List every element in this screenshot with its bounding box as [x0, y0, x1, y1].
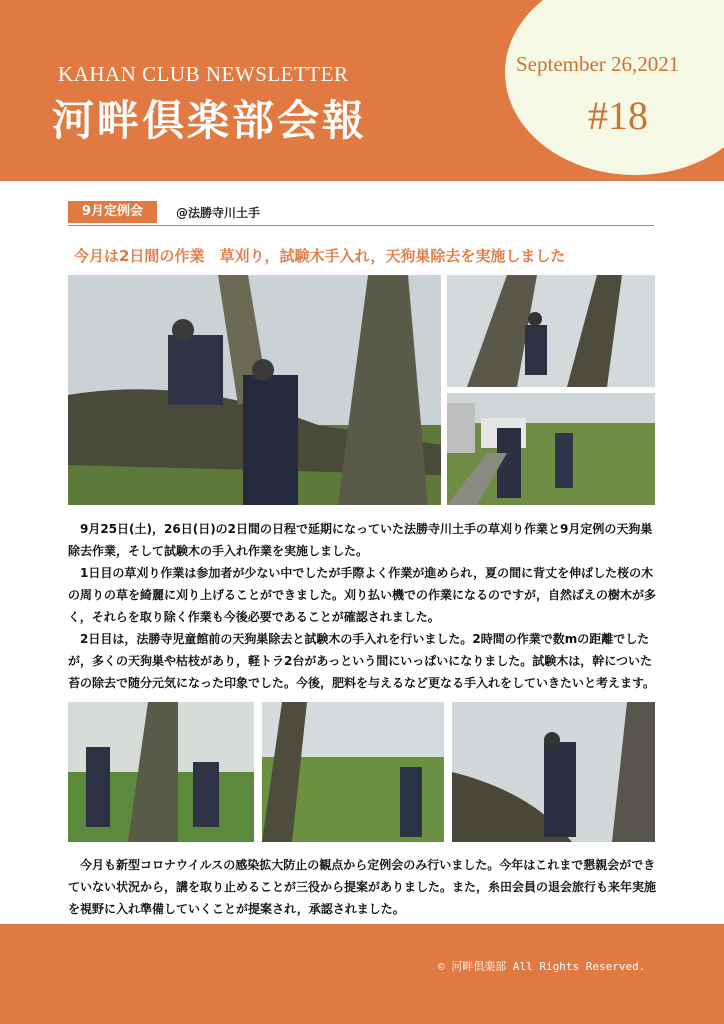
photo-tree-climbing	[68, 275, 441, 505]
photo-mowing-2	[262, 702, 444, 842]
newsletter-header	[0, 0, 724, 181]
copyright: © 河畔倶楽部 All Rights Reserved.	[438, 960, 646, 973]
english-title: KAHAN CLUB NEWSLETTER	[58, 62, 349, 86]
section-location: @法勝寺川土手	[176, 206, 261, 220]
photo-tree-care	[452, 702, 655, 842]
article-headline: 今月は2日間の作業 草刈り，試験木手入れ，天狗巣除去を実施しました	[74, 247, 566, 265]
section-tag: 9月定例会	[68, 201, 157, 223]
paragraph-2: 1日目の草刈り作業は参加者が少ない中でしたが手際よく作業が進められ，夏の間に背丈を伸ばした桜の木の周りの草を綺麗に刈り上げることができました。刈り払い機での作業になるのですが，自然ばえの樹木が多く，それらを取り除く作業も今後必要であることが確認されました。	[68, 566, 657, 624]
footer	[0, 924, 724, 1024]
photo-branch-cutting	[447, 275, 655, 387]
issue-date: September 26,2021	[516, 52, 680, 76]
section-bar	[68, 201, 654, 226]
date-oval	[505, 0, 724, 175]
closing-paragraph: 今月も新型コロナウイルスの感染拡大防止の観点から定例会のみ行いました。今年はこれまで懇親会ができていない状況から，講を取り止めることが三役から提案がありました。また，糸田会員の退会旅行も来年実施を視野に入れ準備していくことが提案され，承認されました。	[68, 858, 657, 916]
photo-field-work	[447, 393, 655, 505]
photo-mowing-1	[68, 702, 254, 842]
paragraph-1: 9月25日(土)，26日(日)の2日間の日程で延期になっていた法勝寺川土手の草刈り作業と9月定例の天狗巣除去作業，そして試験木の手入れ作業を実施しました。	[68, 522, 653, 558]
paragraph-3: 2日目は，法勝寺児童館前の天狗巣除去と試験木の手入れを行いました。2時間の作業で数mの距離でしたが，多くの天狗巣や枯枝があり，軽トラ2台があっという間にいっぱいになりました。試験木は，幹についた苔の除去で随分元気になった印象でした。今後，肥料を与えるなど更なる手入れをしていきたいと考えます。	[68, 632, 656, 690]
issue-number: #18	[588, 93, 648, 138]
japanese-title: 河畔倶楽部会報	[52, 96, 368, 145]
article-body	[68, 518, 660, 694]
closing-text	[68, 854, 660, 920]
